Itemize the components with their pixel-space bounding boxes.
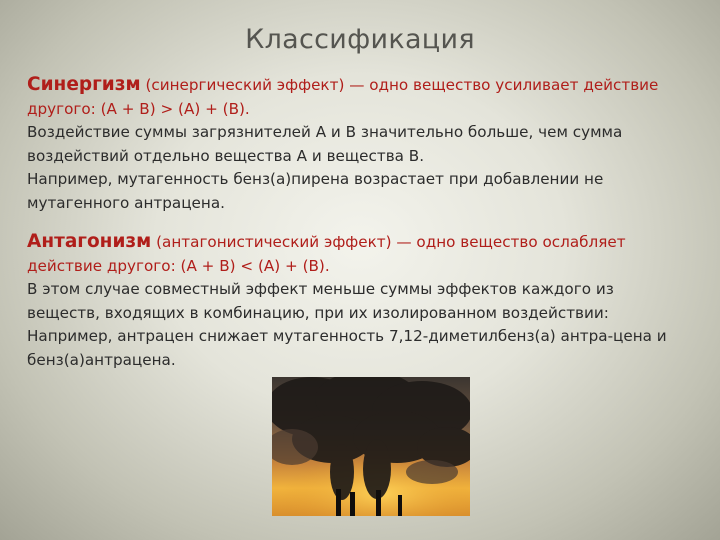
slide-title: Классификация bbox=[245, 24, 475, 55]
synergism-example-line: Например, мутагенность бенз(а)пирена возрастает при добавлении не bbox=[27, 170, 604, 189]
antagonism-example-line: бенз(а)антрацена. bbox=[27, 350, 176, 369]
synergism-example-line: мутагенного антрацена. bbox=[27, 193, 225, 212]
synergism-formula: другого: (А + В) > (А) + (В). bbox=[27, 99, 250, 118]
synergism-text-line: воздействий отдельно вещества А и вещества В. bbox=[27, 146, 425, 165]
synergism-term: Синергизм bbox=[27, 74, 141, 95]
antagonism-formula: действие другого: (А + В) < (А) + (В). bbox=[27, 256, 330, 275]
synergism-definition: (синергический эффект) — одно вещество усиливает действие bbox=[140, 76, 659, 94]
smokestack-pollution-photo bbox=[272, 377, 470, 516]
antagonism-example-line: Например, антрацен снижает мутагенность 7,12-диметилбенз(а) антра-цена и bbox=[27, 327, 667, 346]
antagonism-paragraph bbox=[27, 230, 703, 373]
antagonism-text-line: В этом случае совместный эффект меньше суммы эффектов каждого из bbox=[27, 280, 614, 299]
antagonism-definition: (антагонистический эффект) — одно вещество ослабляет bbox=[151, 233, 626, 251]
antagonism-term: Антагонизм bbox=[27, 231, 152, 252]
synergism-text-line: Воздействие суммы загрязнителей А и В значительно больше, чем сумма bbox=[27, 123, 623, 142]
antagonism-text-line: веществ, входящих в комбинацию, при их изолированном воздействии: bbox=[27, 303, 609, 322]
synergism-paragraph bbox=[27, 73, 703, 216]
